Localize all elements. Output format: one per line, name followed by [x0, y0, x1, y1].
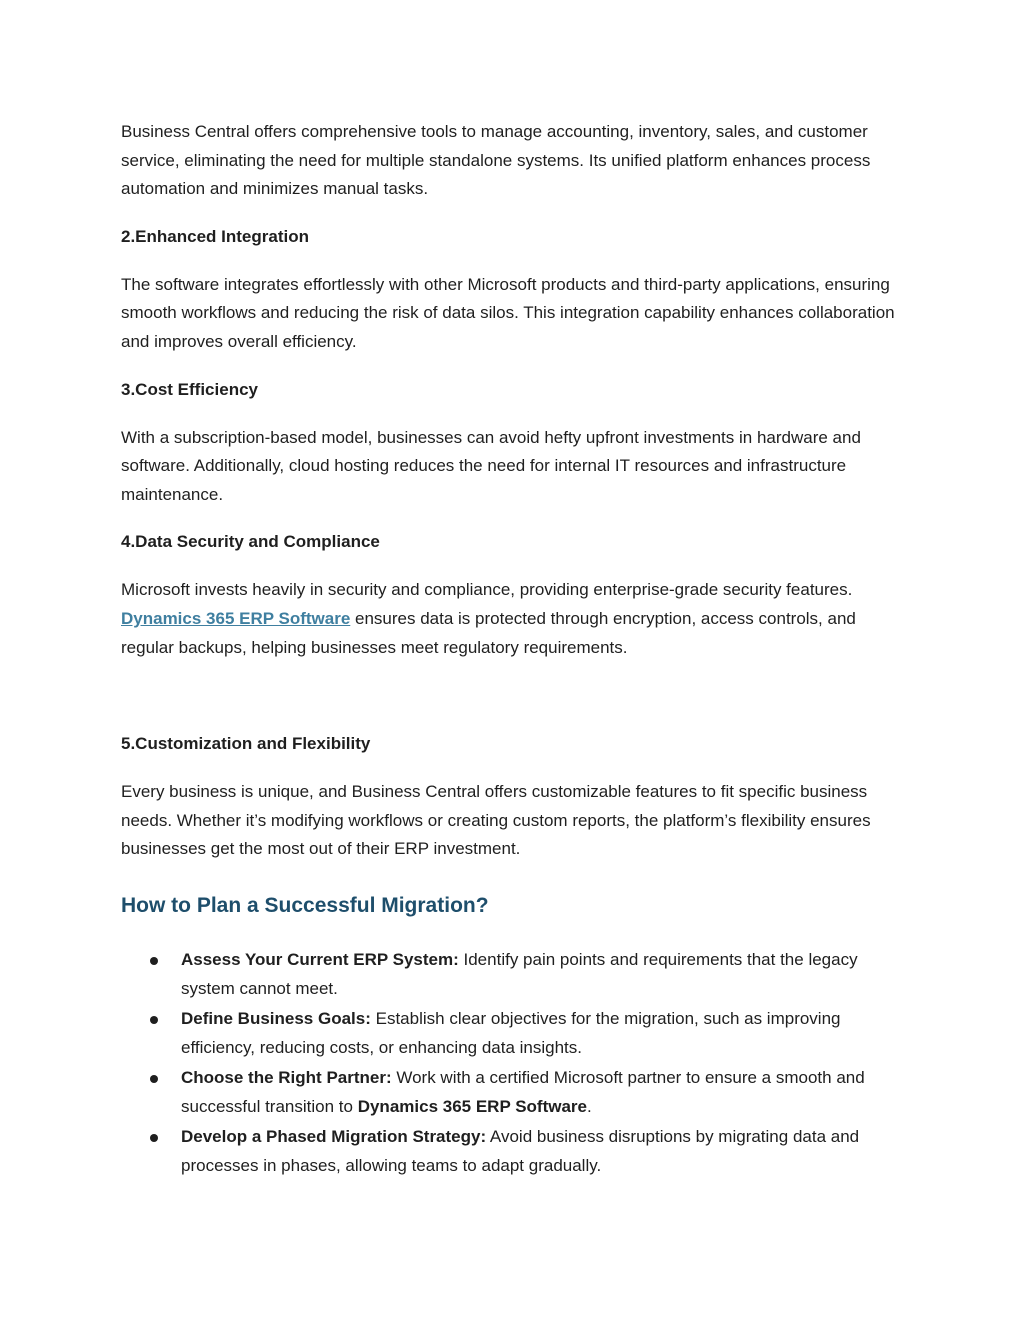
cost-paragraph: With a subscription-based model, businesses can avoid hefty upfront investments in hardware and software. Additionally, cloud hosting reduces the need for internal IT resources and infrastructure maintenance. — [121, 427, 861, 504]
bullet-icon — [150, 957, 158, 965]
customization-paragraph: Every business is unique, and Business Central offers customizable features to fit specific business needs. Whether it’s modifying workflows or creating custom reports, the platform’s flexibility ensures businesses get the most out of their ERP investment. — [121, 782, 871, 859]
list-item-text: Avoid business disruptions by migrating data and processes in phases, allowing teams to adapt gradually. — [181, 1127, 860, 1176]
heading-customization: 5.Customization and Flexibility — [121, 734, 371, 754]
list-item — [121, 946, 911, 1003]
list-item-text: Establish clear objectives for the migration, such as improving efficiency, reducing costs, or enhancing data insights. — [181, 1009, 841, 1057]
list-item-lead: Define Business Goals: — [181, 1009, 371, 1029]
bullet-icon — [150, 1134, 158, 1142]
security-text-before: Microsoft invests heavily in security and compliance, providing enterprise-grade security features. — [121, 580, 853, 600]
list-item-tail: . — [587, 1096, 592, 1116]
heading-data-security: 4.Data Security and Compliance — [121, 532, 380, 552]
section-title-migration: How to Plan a Successful Migration? — [121, 893, 489, 917]
list-item-text: Work with a certified Microsoft partner to ensure a smooth and successful transition to — [181, 1068, 865, 1116]
bullet-icon — [150, 1075, 158, 1083]
migration-plan-list — [121, 946, 911, 1181]
bullet-icon — [150, 1016, 158, 1024]
dynamics-365-erp-link[interactable]: Dynamics 365 ERP Software — [121, 608, 351, 628]
list-item-lead: Choose the Right Partner: — [181, 1068, 392, 1088]
document-page — [121, 118, 911, 1181]
integration-paragraph: The software integrates effortlessly with other Microsoft products and third-party applications, ensuring smooth workflows and reducing the risk of data silos. This integration capability enhances collaboration and improves overall efficiency. — [121, 274, 895, 351]
list-item-lead: Assess Your Current ERP System: — [181, 949, 459, 969]
security-paragraph — [121, 576, 911, 662]
list-item-bold-end: Dynamics 365 ERP Software — [357, 1096, 587, 1116]
heading-cost-efficiency: 3.Cost Efficiency — [121, 379, 258, 399]
security-text-after: ensures data is protected through encryption, access controls, and regular backups, helping businesses meet regulatory requirements. — [121, 608, 856, 657]
list-item — [121, 1123, 911, 1180]
intro-paragraph: Business Central offers comprehensive tools to manage accounting, inventory, sales, and customer service, eliminating the need for multiple standalone systems. Its unified platform enhances process automation and minimizes manual tasks. — [121, 122, 871, 199]
list-item — [121, 1064, 911, 1121]
list-item-text: Identify pain points and requirements that the legacy system cannot meet. — [181, 949, 858, 998]
list-item — [121, 1005, 911, 1062]
heading-enhanced-integration: 2.Enhanced Integration — [121, 226, 309, 246]
list-item-lead: Develop a Phased Migration Strategy: — [181, 1127, 487, 1147]
